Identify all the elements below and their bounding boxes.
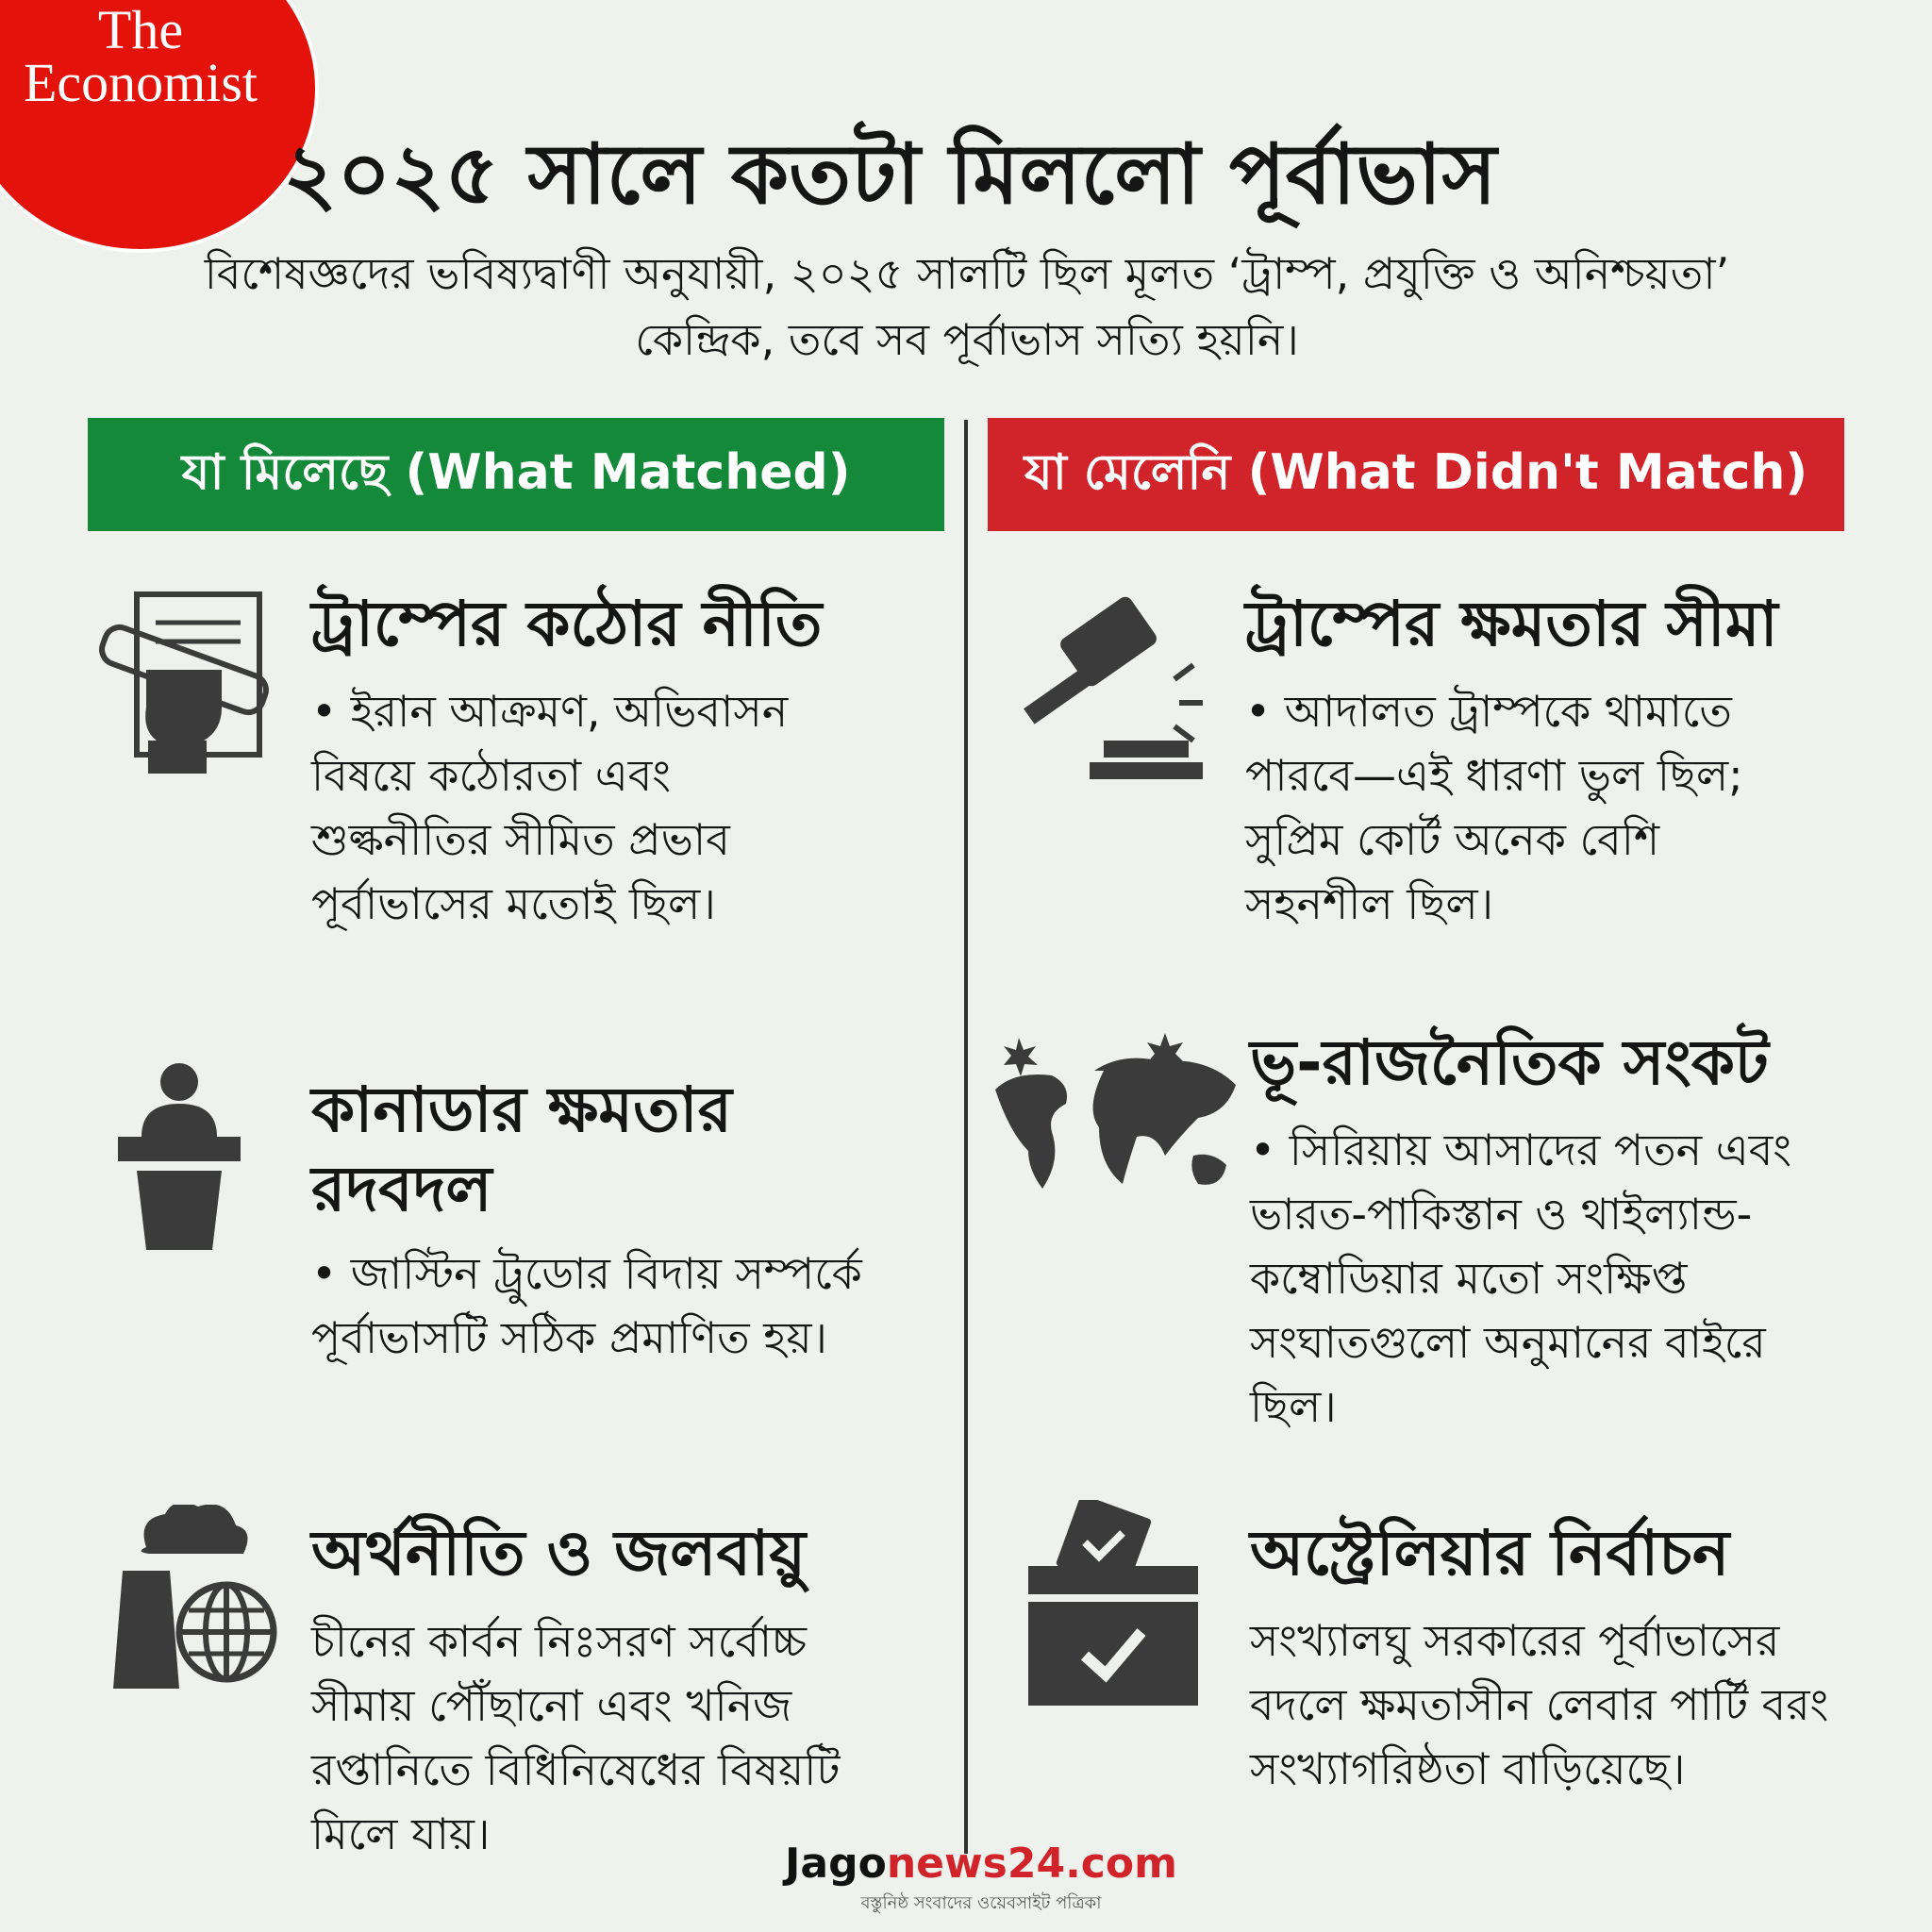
ballot-box-icon — [1028, 1500, 1198, 1707]
matched-item-3-body: চীনের কার্বন নিঃসরণ সর্বোচ্চ সীমায় পৌঁছানো এবং খনিজ রপ্তানিতে বিধিনিষেধের বিষয়টি মিলে যায়। — [311, 1616, 841, 1859]
logo-text — [4, 0, 277, 113]
not-matched-item-3-body: সংখ্যালঘু সরকারের পূর্বাভাসের বদলে ক্ষমতাসীন লেবার পার্টি বরং সংখ্যাগরিষ্ঠতা বাড়িয়েছে। — [1250, 1615, 1829, 1794]
not-matched-item-1-title: ট্রাম্পের ক্ষমতার সীমা — [1245, 588, 1778, 660]
column-divider — [964, 420, 968, 1854]
logo-line1: The — [97, 0, 184, 60]
economist-logo — [0, 0, 319, 253]
footer-tagline: বস্তুনিষ্ঠ সংবাদের ওয়েবসাইট পত্রিকা — [860, 1893, 1102, 1913]
matched-item-2-body: • জাস্টিন ট্রুডোর বিদায় সম্পর্কে পূর্বাভাসটি সঠিক প্রমাণিত হয়। — [311, 1241, 915, 1370]
not-matched-header: যা মেলেনি (What Didn't Match) — [988, 418, 1844, 531]
matched-item-1-title: ট্রাম্পের কঠোর নীতি — [311, 588, 823, 660]
fist-document-icon — [90, 585, 278, 783]
podium-speaker-icon — [118, 1061, 241, 1250]
not-matched-item-1-body: • আদালত ট্রাম্পকে থামাতে পারবে—এই ধারণা ভুল ছিল; সুপ্রিম কোর্ট অনেক বেশি সহনশীল ছিল। — [1245, 679, 1811, 936]
matched-item-2-title: কানাডার ক্ষমতার রদবদল — [311, 1074, 732, 1225]
footer-brand-a: Jago — [785, 1840, 887, 1888]
page-subtitle: বিশেষজ্ঞদের ভবিষ্যদ্বাণী অনুযায়ী, ২০২৫ সালটি ছিল মূলত ‘ট্রাম্প, প্রযুক্তি ও অনিশ্চয়তা’ কেন্দ্রিক, তবে সব পূর্বাভাস সত্যি হয়নি। — [204, 248, 1730, 365]
footer-brand — [783, 1840, 1179, 1915]
matched-header: যা মিলেছে (What Matched) — [88, 418, 944, 531]
logo-line2: Economist — [23, 52, 258, 113]
factory-globe-icon — [104, 1505, 283, 1693]
matched-item-1-body: • ইরান আক্রমণ, অভিবাসন বিষয়ে কঠোরতা এবং শুল্কনীতির সীমিত প্রভাব পূর্বাভাসের মতোই ছিল। — [311, 679, 840, 936]
matched-item-3-title: অর্থনীতি ও জলবায়ু — [311, 1517, 807, 1590]
page-title: ২০২৫ সালে কতটা মিললো পূর্বাভাস — [283, 125, 1497, 223]
not-matched-item-2-body: • সিরিয়ায় আসাদের পতন এবং ভারত-পাকিস্তান ও থাইল্যান্ড-কম্বোডিয়ার মতো সংক্ষিপ্ত সংঘাতগুলো অনুমানের বাইরে ছিল। — [1250, 1118, 1844, 1439]
gavel-icon — [1000, 594, 1208, 783]
world-map-conflict-icon — [991, 1033, 1245, 1203]
not-matched-item-3-title: অস্ট্রেলিয়ার নির্বাচন — [1250, 1517, 1730, 1590]
footer-brand-logo — [783, 1840, 1179, 1888]
footer-brand-b: news24.com — [886, 1840, 1177, 1888]
not-matched-item-2-title: ভূ-রাজনৈতিক সংকট — [1250, 1026, 1769, 1099]
